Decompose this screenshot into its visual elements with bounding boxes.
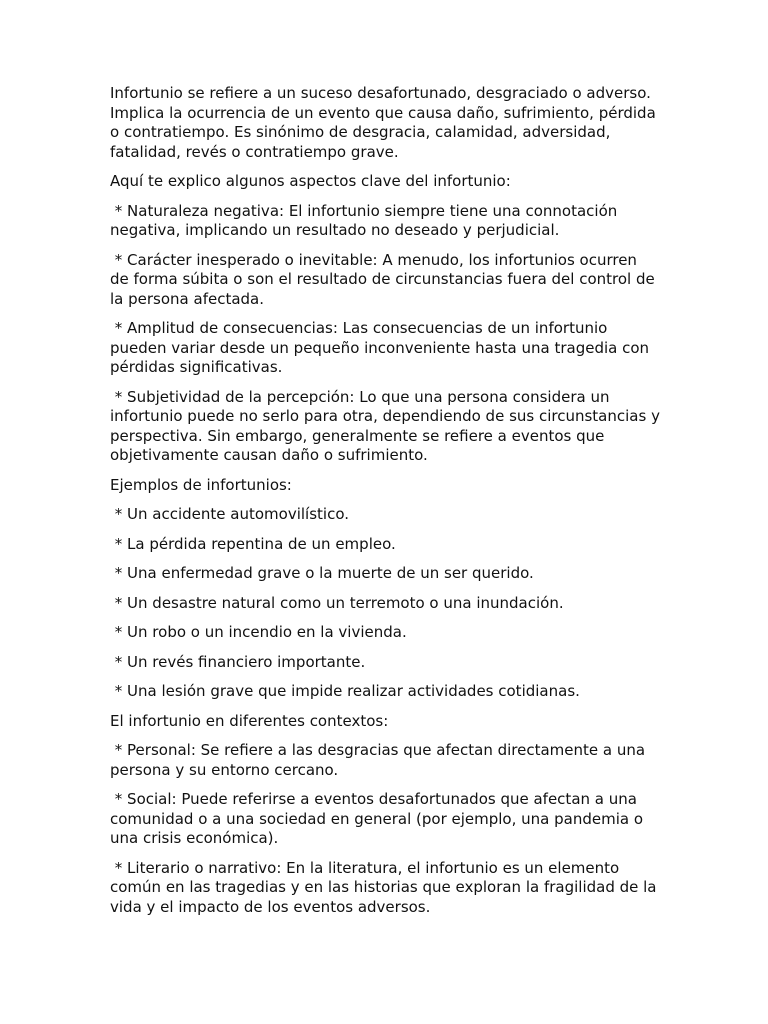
list-item-example-financiero: * Un revés financiero importante. [110, 652, 366, 671]
paragraph-intro: Infortunio se refiere a un suceso desafortunado, desgraciado o adverso. Implica la ocurrencia de un evento que causa daño, sufrimiento, pérdida o contratiempo. Es sinónimo de desgracia, calamidad, adversidad, fatalidad, revés o contratiempo grave. [110, 84, 661, 161]
paragraph-examples-heading: Ejemplos de infortunios: [110, 475, 292, 494]
list-item-amplitud: * Amplitud de consecuencias: Las consecuencias de un infortunio pueden variar desde un pequeño inconveniente hasta una tragedia con pérdidas significativas. [110, 319, 654, 376]
list-item-caracter: * Carácter inesperado o inevitable: A menudo, los infortunios ocurren de forma súbita o son el resultado de circunstancias fuera del control de la persona afectada. [110, 250, 660, 308]
document-body [110, 84, 665, 927]
list-item-example-accidente: * Un accidente automovilístico. [110, 505, 350, 523]
list-item-example-robo: * Un robo o un incendio en la vivienda. [110, 623, 407, 641]
list-item-example-enfermedad: * Una enfermedad grave o la muerte de un ser querido. [110, 564, 534, 582]
list-item-naturaleza: * Naturaleza negativa: El infortunio siempre tiene una connotación negativa, implicando un resultado no deseado y perjudicial. [110, 201, 623, 239]
list-item-subjetividad: * Subjetividad de la percepción: Lo que una persona considera un infortunio puede no serlo para otra, dependiendo de sus circunstancias y perspectiva. Sin embargo, generalmente se refiere a eventos que objetivamente causan daño o sufrimiento. [110, 387, 665, 464]
list-item-example-empleo: * La pérdida repentina de un empleo. [110, 534, 396, 553]
paragraph-contexts-heading: El infortunio en diferentes contextos: [110, 711, 389, 730]
list-item-example-desastre: * Un desastre natural como un terremoto o una inundación. [110, 593, 564, 612]
list-item-context-personal: * Personal: Se refiere a las desgracias que afectan directamente a una persona y su entorno cercano. [110, 741, 650, 779]
list-item-context-social: * Social: Puede referirse a eventos desafortunados que afectan a una comunidad o a una sociedad en general (por ejemplo, una pandemia o una crisis económica). [110, 790, 648, 847]
paragraph-aspects-heading: Aquí te explico algunos aspectos clave del infortunio: [110, 172, 511, 190]
list-item-example-lesion: * Una lesión grave que impide realizar actividades cotidianas. [110, 682, 580, 700]
list-item-context-literario: * Literario o narrativo: En la literatura, el infortunio es un elemento común en las tragedias y en las historias que exploran la fragilidad de la vida y el impacto de los eventos adversos. [110, 858, 662, 916]
